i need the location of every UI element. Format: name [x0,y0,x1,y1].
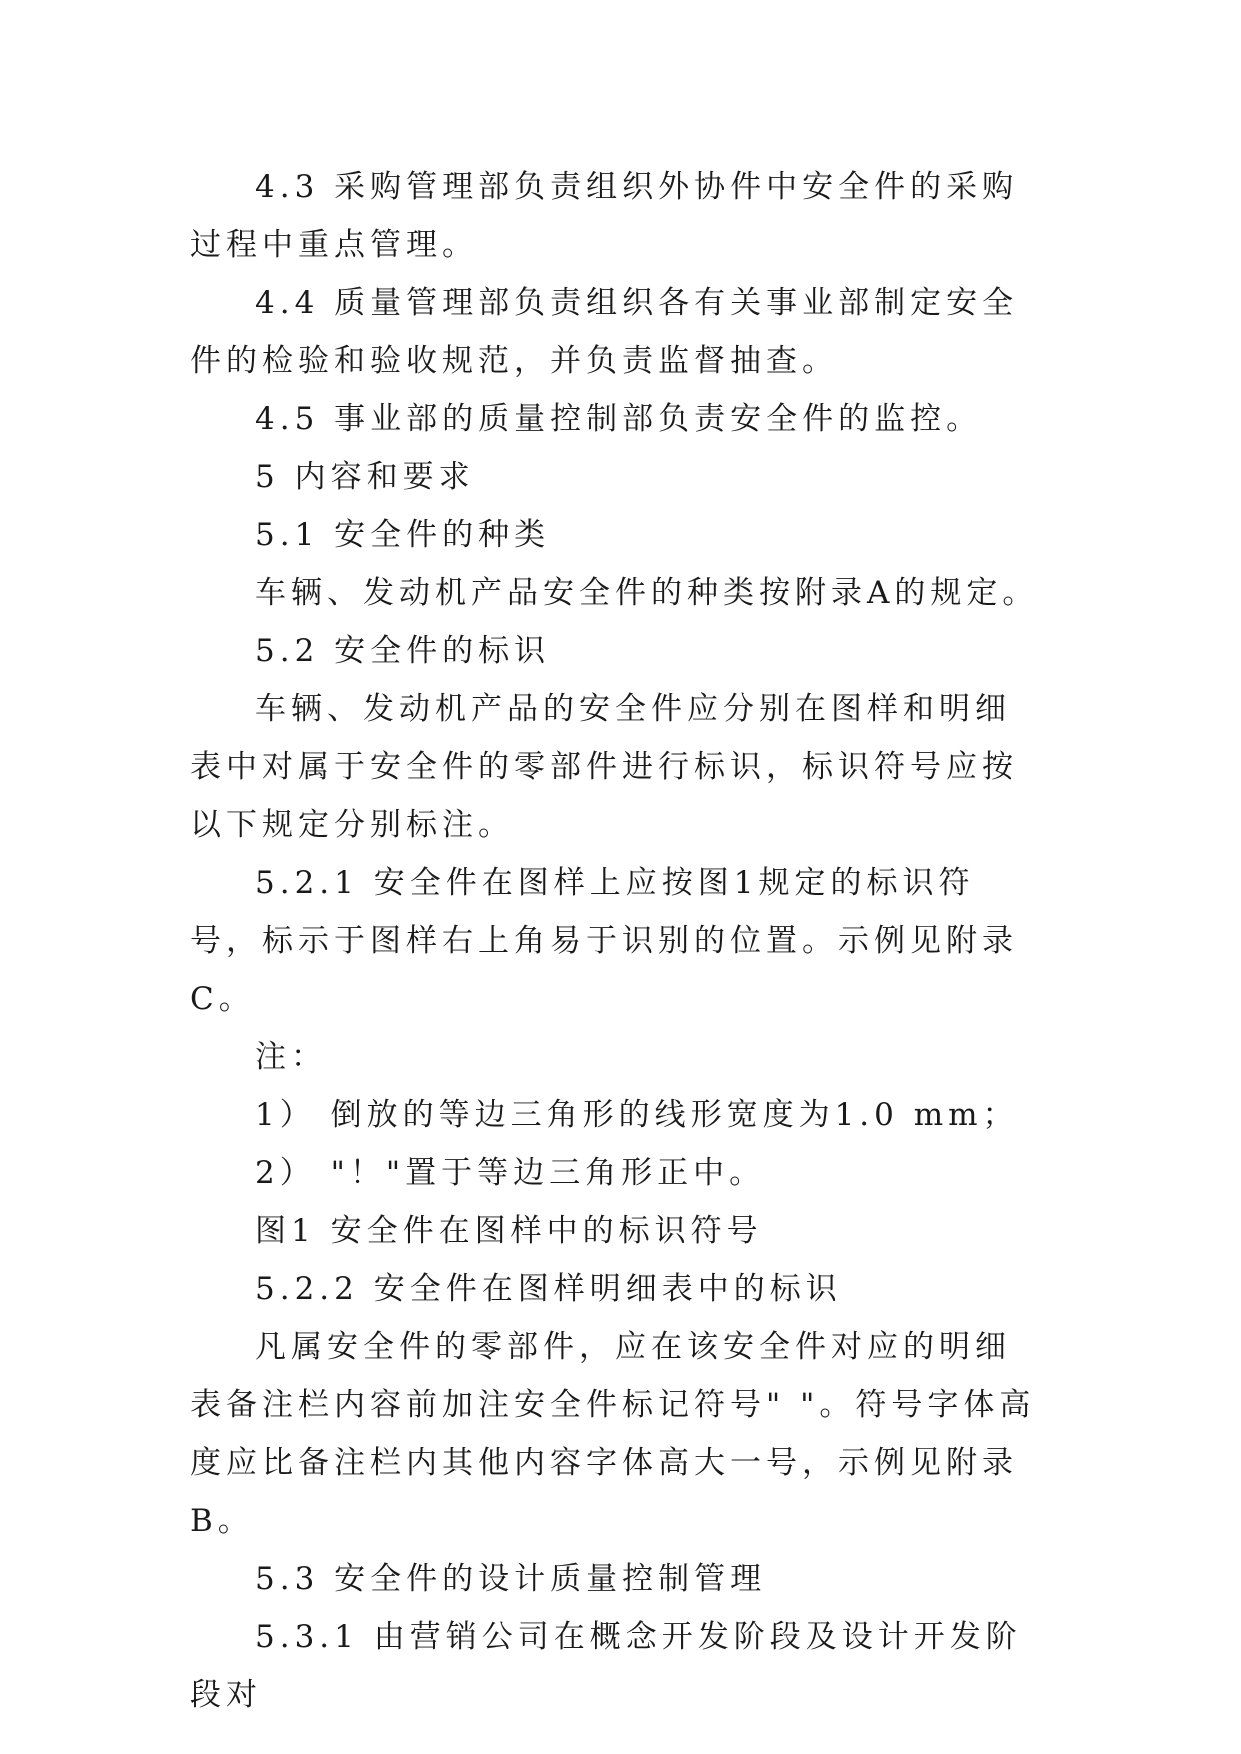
note-item-1: 1） 倒放的等边三角形的线形宽度为1.0 mm； [255,1097,1019,1133]
heading-5-2-2: 5.2.2 安全件在图样明细表中的标识 [255,1271,842,1307]
paragraph-5-2-body: 车辆、发动机产品的安全件应分别在图样和明细表中对属于安全件的零部件进行标识，标识符号应按以下规定分别标注。 [190,691,1018,843]
heading-5-3: 5.3 安全件的设计质量控制管理 [255,1561,767,1597]
heading-5-1: 5.1 安全件的种类 [255,517,551,553]
heading-5: 5 内容和要求 [255,459,475,495]
document-body [190,158,1045,1724]
heading-5-2: 5.2 安全件的标识 [255,633,551,669]
paragraph-5-3-1: 5.3.1 由营销公司在概念开发阶段及设计开发阶段对 [190,1619,1022,1713]
figure-caption: 图1 安全件在图样中的标识符号 [255,1213,763,1249]
paragraph-4-3: 4.3 采购管理部负责组织外协件中安全件的采购过程中重点管理。 [190,169,1019,263]
paragraph-5-2-1: 5.2.1 安全件在图样上应按图1规定的标识符号，标示于图样右上角易于识别的位置。示例见附录C。 [190,865,1018,1017]
note-label: 注： [255,1039,327,1075]
note-item-2: 2） "！"置于等边三角形正中。 [255,1155,766,1191]
paragraph-4-4: 4.4 质量管理部负责组织各有关事业部制定安全件的检验和验收规范，并负责监督抽查。 [190,285,1019,379]
paragraph-5-1-body: 车辆、发动机产品安全件的种类按附录A的规定。 [255,575,1039,611]
paragraph-4-5: 4.5 事业部的质量控制部负责安全件的监控。 [255,401,983,437]
paragraph-5-2-2-body: 凡属安全件的零部件，应在该安全件对应的明细表备注栏内容前加注安全件标记符号" "。符号字体高度应比备注栏内其他内容字体高大一号，示例见附录B。 [190,1329,1036,1539]
